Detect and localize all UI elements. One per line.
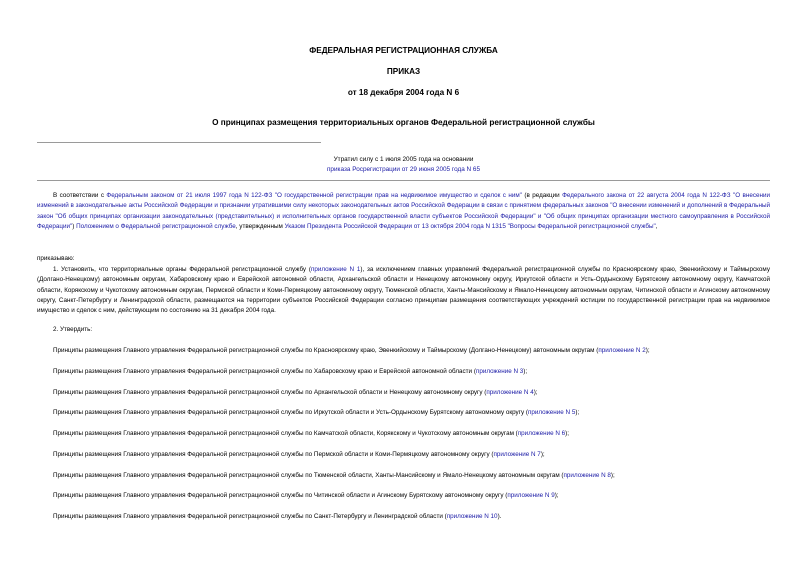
appendix-7-link[interactable]: приложение N 7 [493, 451, 541, 458]
principle-item: Принципы размещения Главного управления Федеральной регистрационной службы по Тюменской области, Ханты-Мансийскому и Ямало-Ненецкому автономным округам (приложение N 8); [53, 472, 615, 479]
preamble-text: (в редакции [521, 192, 563, 199]
status-note-line: Утратил силу с 1 июля 2005 года на основании [333, 156, 474, 163]
appendix-3-link[interactable]: приложение N 3 [475, 368, 524, 375]
preamble-text: , утвержденным [235, 222, 285, 230]
presidential-decree-link[interactable]: Указом Президента Российской Федерации от 13 октября 2004 года N 1315 "Вопросы Федеральной регистрационной службы" [284, 222, 656, 230]
title-divider [37, 142, 321, 143]
doc-type-heading: ПРИКАЗ [386, 67, 421, 76]
preamble-text: В соответствии с [53, 192, 107, 199]
note-divider [37, 180, 770, 181]
principle-item: Принципы размещения Главного управления Федеральной регистрационной службы по Архангельской области и Ненецкому автономному округу (приложение N 4); [53, 389, 538, 396]
principle-item: Принципы размещения Главного управления Федеральной регистрационной службы по Иркутской области и Усть-Ордынскому Бурятскому автономному округу (приложение N 5); [53, 409, 580, 416]
appendix-1-link[interactable]: приложение N 1 [310, 266, 361, 273]
appendix-10-link[interactable]: приложение N 10 [446, 513, 498, 520]
law-122-fz-link[interactable]: Федеральным законом от 21 июля 1997 года N 122-ФЗ "О государственной регистрации прав на недвижимое имущество и сделок с ним" [106, 192, 522, 199]
item-1-paragraph [37, 265, 770, 316]
appendix-2-link[interactable]: приложение N 2 [598, 347, 646, 354]
appendix-5-link[interactable]: приложение N 5 [527, 409, 576, 416]
appendix-4-link[interactable]: приложение N 4 [486, 389, 534, 396]
date-number-heading: от 18 декабря 2004 года N 6 [347, 88, 460, 97]
principle-item: Принципы размещения Главного управления Федеральной регистрационной службы по Красноярскому краю, Эвенкийскому и Таймырскому (Долгано-Ненецкому) автономным округам (приложение N 2); [53, 347, 650, 354]
amending-law-link[interactable]: Федерального закона от 22 августа 2004 года N 122-ФЗ "О внесении изменений в законодательные акты Российской Федерации и признании утратившими силу некоторых законодательных актов Российской Федерации в связи с принятием федеральных законов "О внесении изменений и дополнений в Федеральный закон "Об общих принципах организации законодательных (представительных) и исполнительных органов государственной власти субъектов Российской Федерации" и "Об общих принципах организации местного самоуправления в Российской Федерации" [37, 192, 771, 230]
agency-heading: ФЕДЕРАЛЬНАЯ РЕГИСТРАЦИОННАЯ СЛУЖБА [309, 46, 498, 55]
principle-item: Принципы размещения Главного управления Федеральной регистрационной службы по Хабаровскому краю и Еврейской автономной области (приложение N 3); [53, 368, 528, 375]
appendix-8-link[interactable]: приложение N 8 [563, 472, 611, 479]
principle-item: Принципы размещения Главного управления Федеральной регистрационной службы по Санкт-Петербургу и Ленинградской области (приложение N 10). [53, 513, 502, 520]
preamble-text: ) [72, 222, 77, 230]
preamble-paragraph [37, 191, 770, 232]
repeal-order-link[interactable]: приказа Росрегистрации от 29 июня 2005 года N 65 [326, 166, 481, 173]
appendix-9-link[interactable]: приложение N 9 [507, 492, 555, 499]
regulation-link[interactable]: Положением о Федеральной регистрационной службе [76, 222, 236, 230]
status-note [0, 155, 807, 175]
item-1-text: ), за исключением главных управлений Федеральной регистрационной службы по Красноярскому краю, Эвенкийскому и Таймырскому (Долгано-Ненецкому) автономным округам, Хабаровскому краю и Еврейской автономной области, Архангельской области и Ненецкому автономному округу, Иркутской области и Усть-Ордынскому Бурятскому автономному округу, Камчатской области, Корякскому и Чукотскому автономным округам, Пермской области и Коми-Пермяцкому автономному округу, Тюменской области, Ханты-Мансийскому и Ямало-Ненецкому автономным округам, Читинской области и Агинскому автономному округу, Санкт-Петербургу и Ленинградской области, размещаются на территории субъектов Российской Федерации согласно принципам размещения соответствующих учреждений юстиции по государственной регистрации прав на недвижимое имущество и сделок с ним, действующим по состоянию на 31 декабря 2004 года. [37, 266, 770, 315]
principle-item: Принципы размещения Главного управления Федеральной регистрационной службы по Пермской области и Коми-Пермяцкому автономному округу (приложение N 7); [53, 451, 545, 458]
document-title: О принципах размещения территориальных органов Федеральной регистрационной службы [212, 118, 595, 127]
order-word: приказываю: [37, 255, 75, 262]
principle-item: Принципы размещения Главного управления Федеральной регистрационной службы по Камчатской области, Корякскому и Чукотскому автономным округам (приложение N 6); [53, 430, 569, 437]
preamble-text: , [655, 222, 658, 230]
item-1-text: 1. Установить, что территориальные органы Федеральной регистрационной службу ( [53, 266, 311, 273]
appendix-6-link[interactable]: приложение N 6 [517, 430, 566, 437]
item-2-heading: 2. Утвердить: [53, 326, 93, 333]
principle-item: Принципы размещения Главного управления Федеральной регистрационной службы по Читинской области и Агинскому Бурятскому автономному округу (приложение N 9); [53, 492, 559, 499]
